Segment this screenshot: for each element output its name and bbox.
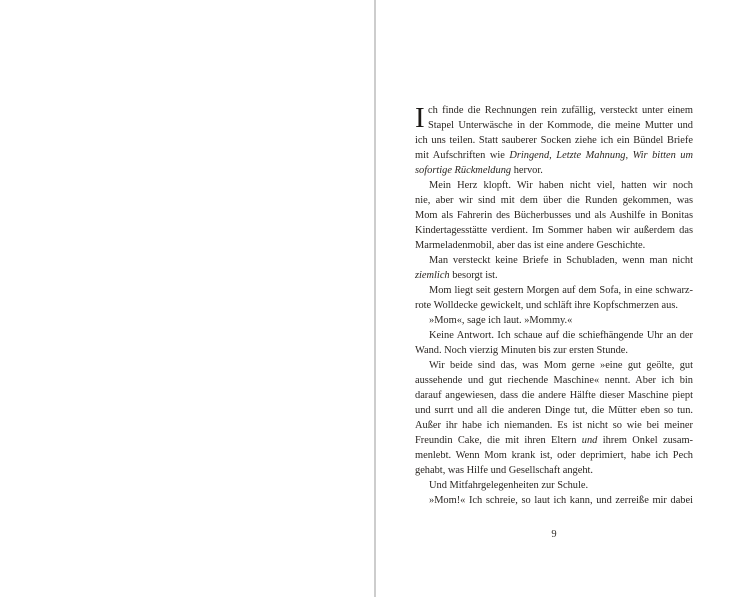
text-line	[415, 403, 693, 418]
text-line	[415, 493, 693, 508]
text-line-content: Stapel Unterwäsche in der Kommode, die meine Mutter und	[428, 120, 693, 131]
text-line-content: ch finde die Rechnungen rein zufällig, versteckt unter einem	[428, 105, 693, 116]
chapter-text-block	[415, 103, 693, 508]
text-line	[415, 358, 693, 373]
body-text-lines	[415, 103, 693, 508]
text-line-content: nie, aber wir sind mit dem über die Runden gekommen, was	[415, 195, 693, 206]
text-line-content: darauf angewiesen, dass die andere Hälfte dieser Maschine piept	[415, 390, 693, 401]
text-line-content: »Mom!« Ich schreie, so laut ich kann, und zerreiße mir dabei	[429, 495, 693, 506]
text-line-content: Und Mitfahrgelegenheiten zur Schule.	[429, 480, 589, 491]
text-line-content: mit Aufschriften wie Dringend, Letzte Mahnung, Wir bitten um	[415, 150, 693, 161]
text-line	[415, 268, 693, 283]
text-line	[415, 193, 693, 208]
text-line	[415, 253, 693, 268]
text-line	[415, 283, 693, 298]
text-line	[415, 133, 693, 148]
text-line	[415, 208, 693, 223]
text-line-content: Mom liegt seit gestern Morgen auf dem Sofa, in eine schwarz-	[429, 285, 693, 296]
text-line	[415, 118, 693, 133]
text-line-content: Mein Herz klopft. Wir haben nicht viel, hatten wir noch	[429, 180, 693, 191]
page-number: 9	[551, 529, 557, 540]
text-line-content: aussehende und gut riechende Maschine« nennt. Aber ich bin	[415, 375, 693, 386]
text-line-content: Keine Antwort. Ich schaue auf die schiefhängende Uhr an der	[429, 330, 693, 341]
text-line	[415, 238, 693, 253]
text-line-content: Außer ihr habe ich niemanden. Es ist nicht so wie bei meiner	[415, 420, 693, 431]
text-line-content: Freundin Cake, die mit ihren Eltern und ihrem Onkel zusam-	[415, 435, 693, 446]
text-line-content: Wir beide sind das, was Mom gerne »eine gut geölte, gut	[429, 360, 693, 371]
text-line	[415, 223, 693, 238]
left-page-blank	[0, 0, 374, 597]
text-line-content: menlebt. Wenn Mom krank ist, oder deprimiert, habe ich Pech	[415, 450, 693, 461]
text-line	[415, 163, 693, 178]
text-line	[415, 478, 693, 493]
text-line	[415, 148, 693, 163]
text-line	[415, 298, 693, 313]
text-line-content: »Mom«, sage ich laut. »Mommy.«	[429, 315, 573, 326]
text-line-content: ziemlich besorgt ist.	[415, 270, 498, 281]
text-line	[415, 433, 693, 448]
text-line-content: Man versteckt keine Briefe in Schubladen, wenn man nicht	[429, 255, 693, 266]
text-line-content: Wand. Noch vierzig Minuten bis zur ersten Stunde.	[415, 345, 628, 356]
text-line	[415, 463, 693, 478]
text-line-content: und surrt und all die anderen Dinge tut, die Mütter eben so tun.	[415, 405, 693, 416]
drop-cap-letter: I	[415, 102, 425, 134]
text-line-content: sofortige Rückmeldung hervor.	[415, 165, 543, 176]
text-line	[415, 418, 693, 433]
text-line-content: gehabt, was Hilfe und Gesellschaft angeht.	[415, 465, 594, 476]
text-line	[415, 448, 693, 463]
text-line	[415, 373, 693, 388]
text-line	[415, 328, 693, 343]
text-line-content: Mom als Fahrerin des Bücherbusses und als Aushilfe in Bonitas	[415, 210, 693, 221]
text-line-content: ich uns teilen. Statt sauberer Socken ziehe ich ein Bündel Briefe	[415, 135, 693, 146]
text-line-content: Kindertagesstätte verdient. Im Sommer haben wir außerdem das	[415, 225, 693, 236]
text-line	[415, 178, 693, 193]
text-line	[415, 343, 693, 358]
text-line	[415, 313, 693, 328]
text-line	[415, 388, 693, 403]
text-line	[415, 103, 693, 118]
text-line-content: Marmeladenmobil, aber das ist eine andere Geschichte.	[415, 240, 646, 251]
text-line-content: rote Wolldecke gewickelt, und schläft ihre Kopfschmerzen aus.	[415, 300, 678, 311]
